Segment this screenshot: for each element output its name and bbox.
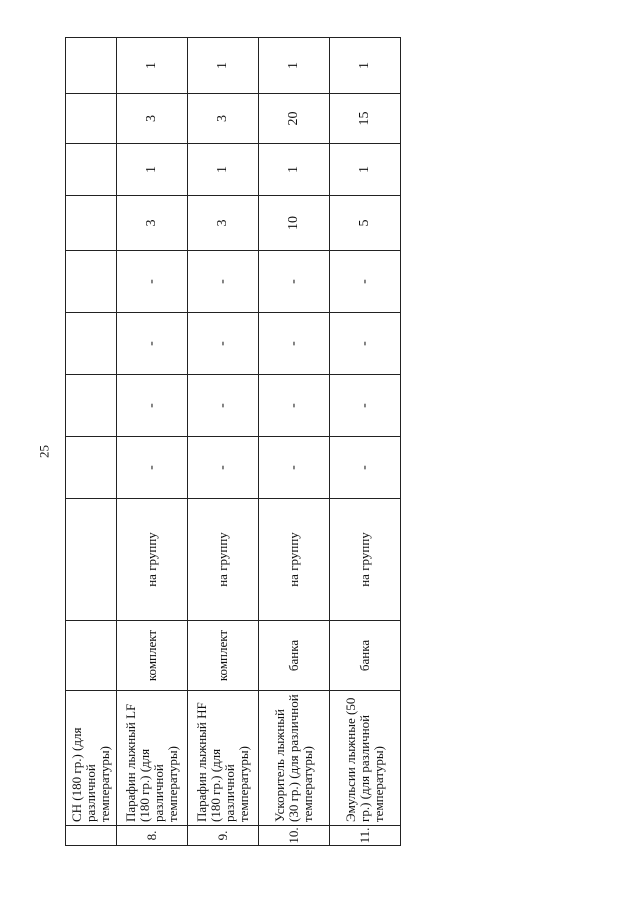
value-cell: 1: [259, 144, 330, 196]
row-number: 8.: [117, 826, 188, 846]
value-cell: 1: [117, 38, 188, 94]
value-cell: 1: [330, 38, 401, 94]
table-row: [330, 38, 401, 846]
value-cell: 10: [259, 196, 330, 251]
value-cell: [66, 144, 117, 196]
value-cell: -: [188, 313, 259, 375]
basis-cell: на группу: [259, 499, 330, 621]
basis-cell: на группу: [188, 499, 259, 621]
value-cell: 3: [188, 94, 259, 144]
basis-cell: [66, 499, 117, 621]
row-number: 11.: [330, 826, 401, 846]
table-row: [259, 38, 330, 846]
unit-cell: комплект: [117, 621, 188, 691]
value-cell: 3: [188, 196, 259, 251]
row-number: 9.: [188, 826, 259, 846]
value-cell: -: [117, 437, 188, 499]
value-cell: -: [188, 375, 259, 437]
value-cell: -: [259, 375, 330, 437]
value-cell: -: [188, 251, 259, 313]
value-cell: 1: [117, 144, 188, 196]
item-name: СН (180 гр.) (для различной температуры): [66, 691, 117, 826]
value-cell: [66, 251, 117, 313]
value-cell: 3: [117, 94, 188, 144]
unit-cell: комплект: [188, 621, 259, 691]
value-cell: 3: [117, 196, 188, 251]
value-cell: -: [259, 313, 330, 375]
value-cell: -: [117, 313, 188, 375]
item-name: Парафин лыжный HF (180 гр.) (для различной температуры): [188, 691, 259, 826]
equipment-table: [65, 37, 401, 846]
table-row: [117, 38, 188, 846]
table-row: [188, 38, 259, 846]
value-cell: [66, 94, 117, 144]
page-number: 25: [36, 445, 52, 458]
table-row: [66, 38, 117, 846]
basis-cell: на группу: [330, 499, 401, 621]
value-cell: -: [259, 251, 330, 313]
value-cell: -: [330, 437, 401, 499]
value-cell: -: [330, 313, 401, 375]
value-cell: 15: [330, 94, 401, 144]
value-cell: 1: [330, 144, 401, 196]
unit-cell: [66, 621, 117, 691]
unit-cell: банка: [259, 621, 330, 691]
value-cell: 1: [259, 38, 330, 94]
value-cell: [66, 375, 117, 437]
row-number: [66, 826, 117, 846]
value-cell: -: [330, 375, 401, 437]
item-name: Парафин лыжный LF (180 гр.) (для различной температуры): [117, 691, 188, 826]
value-cell: -: [259, 437, 330, 499]
value-cell: 1: [188, 144, 259, 196]
value-cell: -: [188, 437, 259, 499]
value-cell: [66, 38, 117, 94]
row-number: 10.: [259, 826, 330, 846]
value-cell: [66, 313, 117, 375]
value-cell: 1: [188, 38, 259, 94]
basis-cell: на группу: [117, 499, 188, 621]
item-name: Эмульсии лыжные (50 гр.) (для различной температуры): [330, 691, 401, 826]
unit-cell: банка: [330, 621, 401, 691]
value-cell: 20: [259, 94, 330, 144]
value-cell: -: [117, 251, 188, 313]
item-name: Ускоритель лыжный (30 гр.) (для различной температуры): [259, 691, 330, 826]
value-cell: 5: [330, 196, 401, 251]
value-cell: [66, 196, 117, 251]
rotated-table-container: [65, 38, 395, 846]
value-cell: -: [330, 251, 401, 313]
value-cell: [66, 437, 117, 499]
value-cell: -: [117, 375, 188, 437]
